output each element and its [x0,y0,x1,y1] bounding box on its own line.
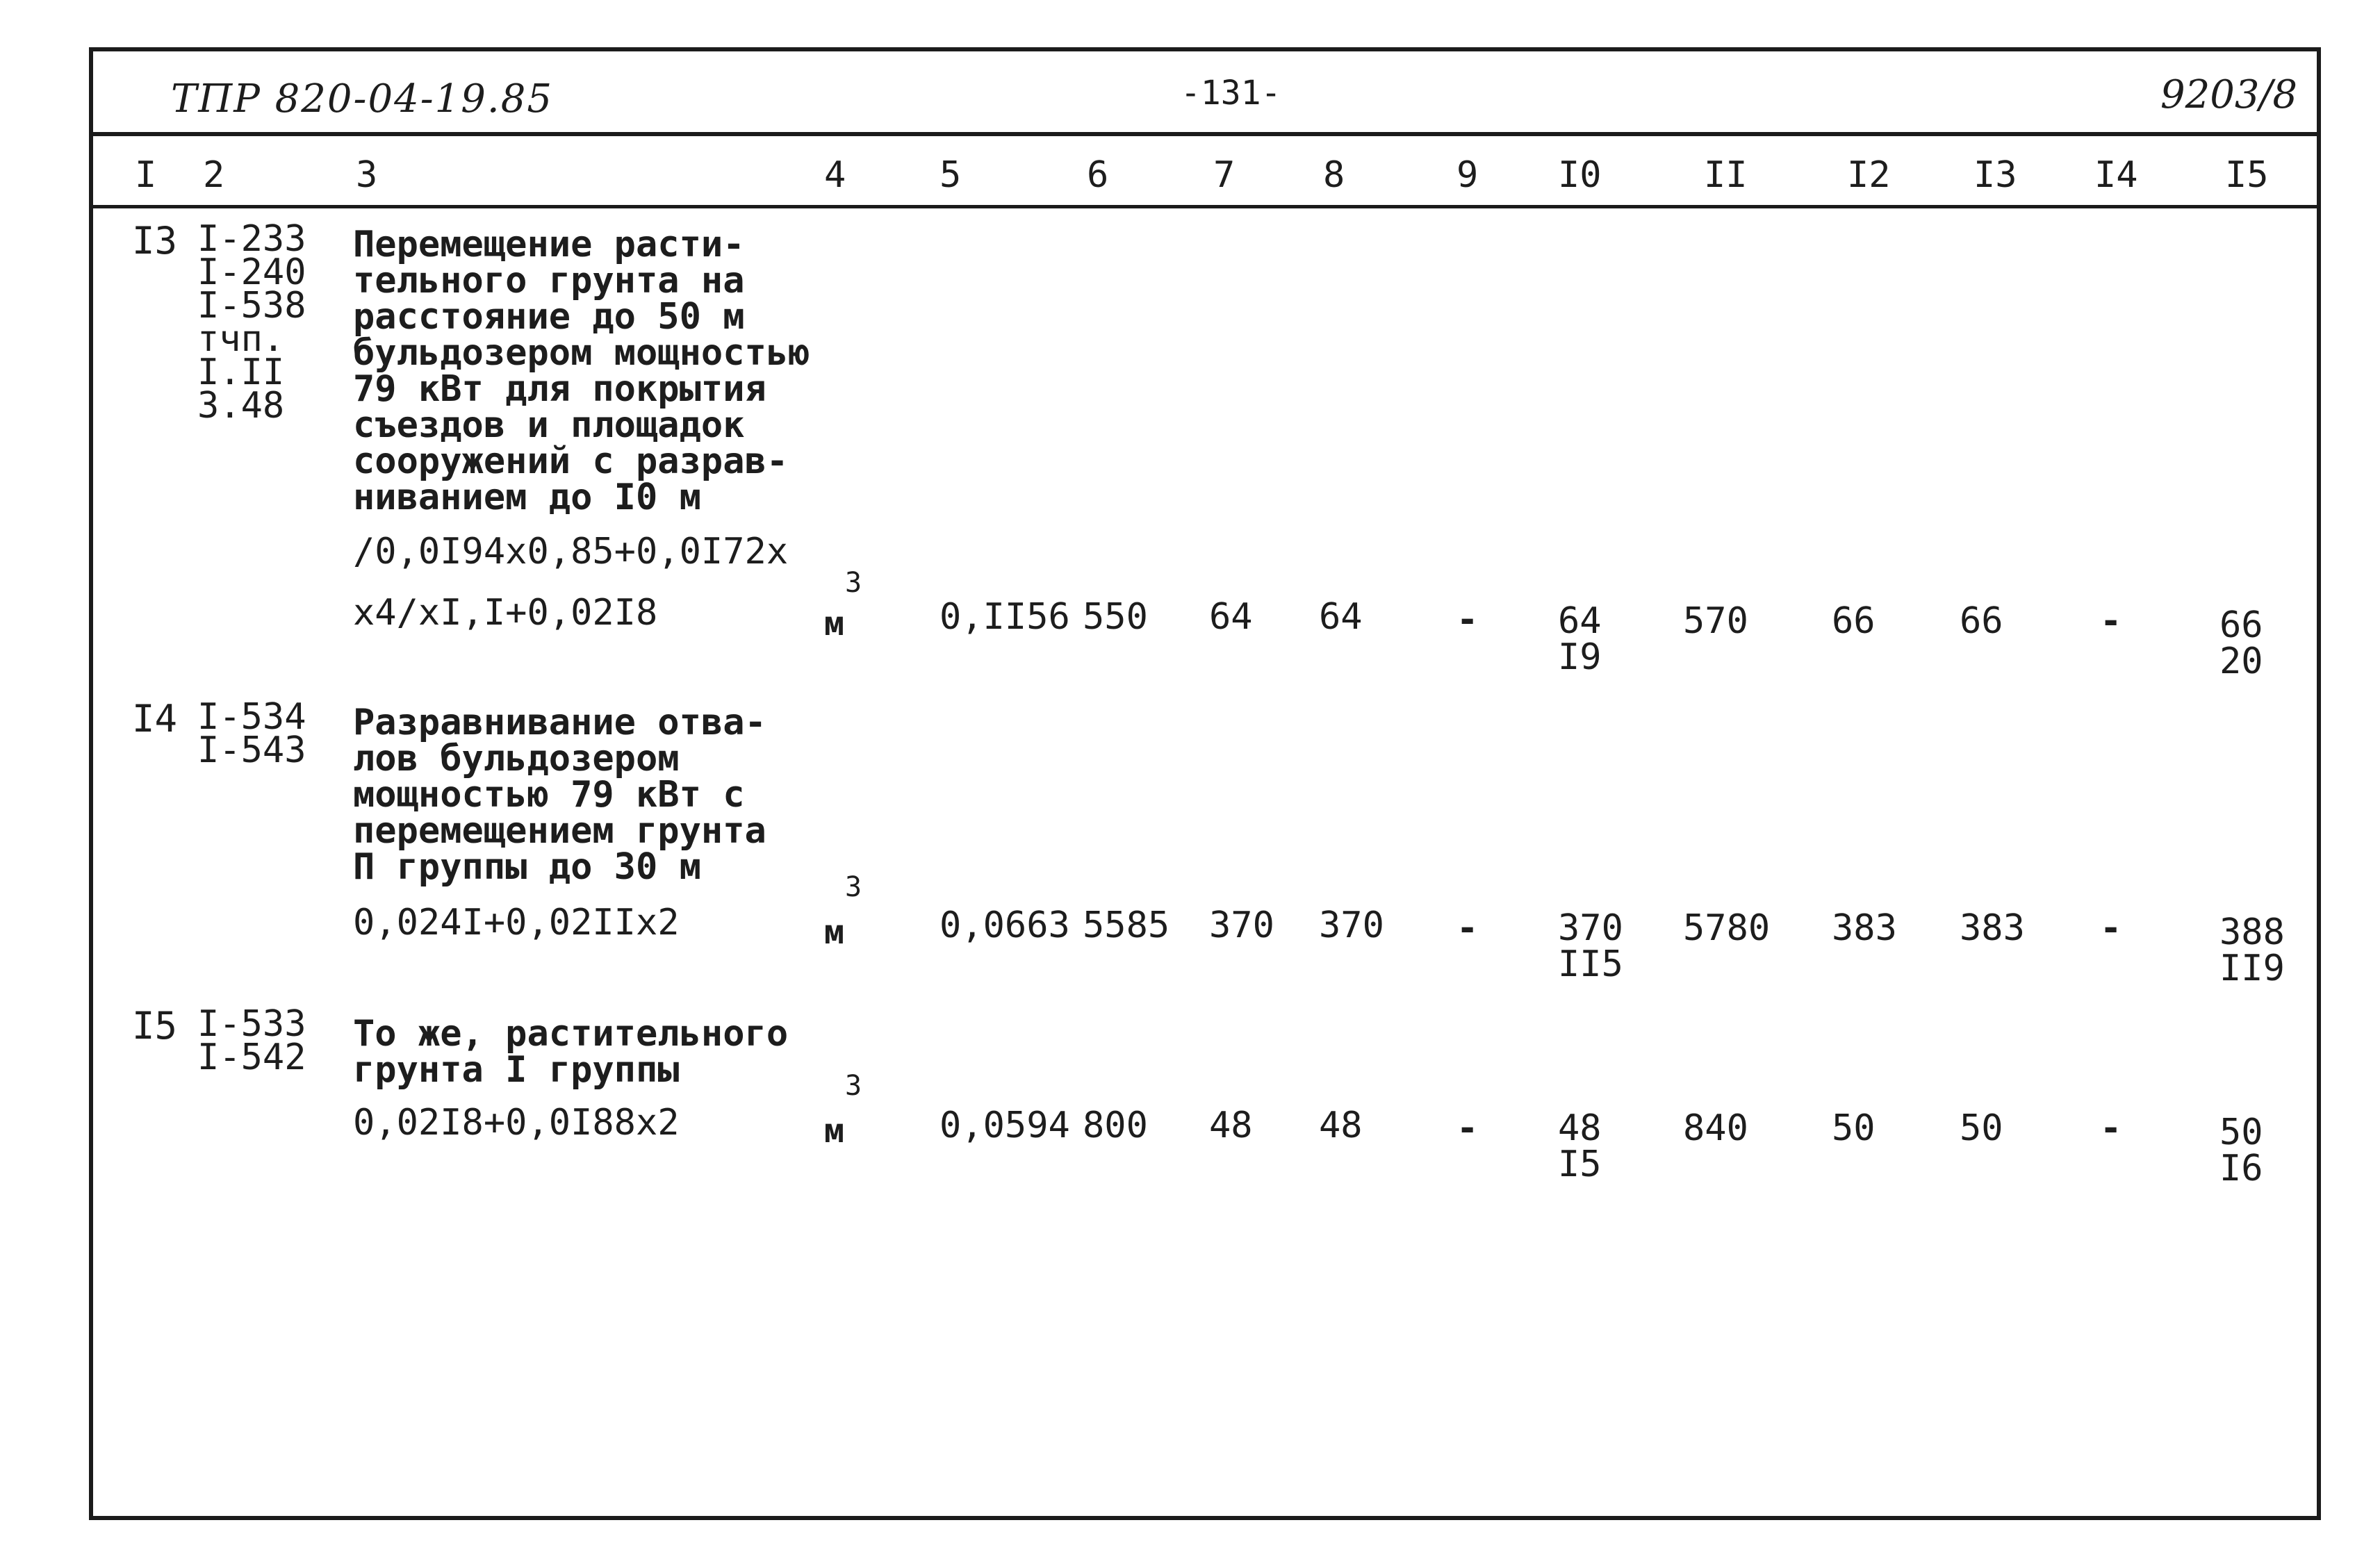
cell-col14: - [2100,1107,2122,1149]
unit-power: 3 [845,1070,862,1102]
column-number-4: 4 [824,154,846,196]
cell-col12: 50 [1832,1107,1876,1149]
volume-formula: 0,02I8+0,0I88x2 [353,1102,680,1144]
volume-formula: 0,024I+0,02IIx2 [353,902,680,943]
cell-col15: 66 20 [2219,604,2263,682]
cell-col13: 383 [1960,907,2025,949]
column-number-11: II [1704,154,1748,196]
work-description: Перемещение расти- тельного грунта на расстояние до 50 м бульдозером мощностью 79 кВт для покрытия съездов и площадок сооружений с разрав- ниванием до I0 м [353,224,810,518]
document-sheet [89,47,2321,1520]
unit-power: 3 [845,567,862,599]
column-number-8: 8 [1323,154,1345,196]
cell-col6: 550 [1083,596,1148,638]
column-number-15: I5 [2225,154,2269,196]
cell-col7: 48 [1209,1105,1253,1146]
cell-col8: 370 [1319,905,1384,946]
unit: м [824,1112,844,1150]
sheet-code: 9203/8 [2160,72,2297,117]
cell-col13: 66 [1960,600,2003,642]
column-number-1: I [135,154,157,196]
unit-power: 3 [845,871,862,903]
cell-col15: 50 I6 [2219,1112,2263,1189]
cell-col13: 50 [1960,1107,2003,1149]
cell-col14: - [2100,600,2122,642]
volume-formula: /0,0I94x0,85+0,0I72x [353,531,789,572]
cell-col7: 64 [1209,596,1253,638]
cell-col11: 5780 [1683,907,1771,949]
cell-col10: 48 I5 [1558,1107,1602,1185]
cell-col10: 64 I9 [1558,600,1602,678]
row-number: I3 [132,219,178,263]
cell-col5: 0,0663 [939,905,1070,946]
column-number-7: 7 [1213,154,1236,196]
cell-col11: 570 [1683,600,1748,642]
doc-code: ТПР 820-04-19.85 [171,76,553,122]
cell-col15: 388 II9 [2219,912,2285,989]
column-number-row [93,136,2317,208]
column-number-3: 3 [356,154,378,196]
cell-col5: 0,II56 [939,596,1070,638]
row-number: I4 [132,697,178,741]
column-number-14: I4 [2094,154,2138,196]
cell-col11: 840 [1683,1107,1748,1149]
cell-col5: 0,0594 [939,1105,1070,1146]
cell-col6: 5585 [1083,905,1170,946]
cell-col9: - [1456,1107,1479,1149]
column-number-9: 9 [1456,154,1479,196]
cell-col14: - [2100,907,2122,949]
unit: м [824,604,844,643]
cell-col12: 66 [1832,600,1876,642]
work-description: Разравнивание отва- лов бульдозером мощностью 79 кВт с перемещением грунта П группы до 30 м [353,702,766,888]
cell-col6: 800 [1083,1105,1148,1146]
cell-col9: - [1456,599,1479,641]
unit: м [824,913,844,952]
work-description: То же, растительного грунта I группы [353,1013,789,1091]
cell-col7: 370 [1209,905,1274,946]
volume-formula-continued: x4/xI,I+0,02I8 [353,592,658,634]
column-number-12: I2 [1847,154,1891,196]
cell-col8: 48 [1319,1105,1363,1146]
column-number-10: I0 [1558,154,1602,196]
column-number-6: 6 [1087,154,1109,196]
page-header [93,51,2317,136]
cell-col10: 370 II5 [1558,907,1623,985]
column-number-5: 5 [939,154,962,196]
norm-codes: I-233 I-240 I-538 тчп. I.II 3.48 [197,218,306,427]
norm-codes: I-534 I-543 [197,696,306,771]
cell-col12: 383 [1832,907,1897,949]
page-number: -131- [1181,74,1281,113]
cell-col8: 64 [1319,596,1363,638]
column-number-13: I3 [1973,154,2017,196]
cell-col9: - [1456,907,1479,949]
norm-codes: I-533 I-542 [197,1003,306,1078]
column-number-2: 2 [203,154,225,196]
row-number: I5 [132,1004,178,1048]
